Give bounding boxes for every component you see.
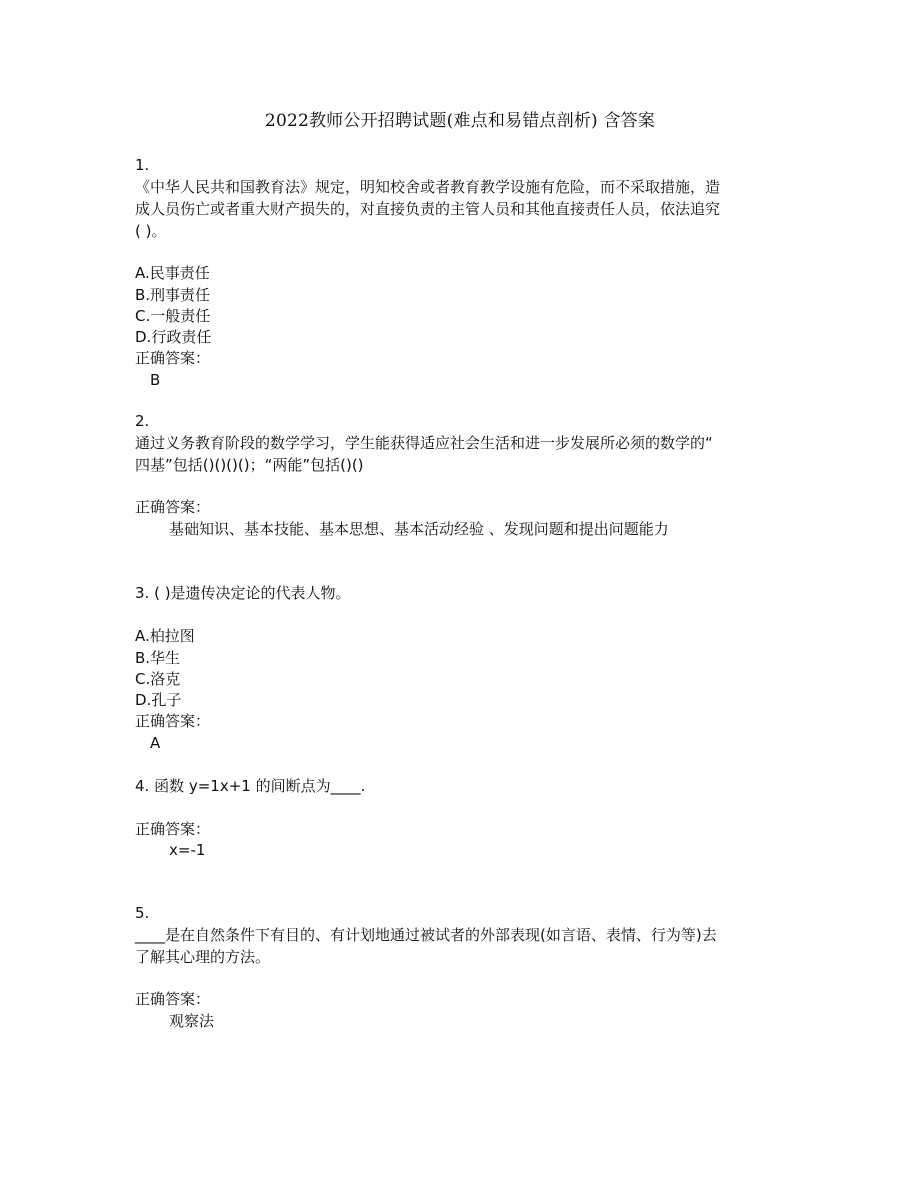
question-5-answer-label: 正确答案： [135, 990, 211, 1008]
question-2-answer-label: 正确答案： [135, 498, 211, 516]
question-1-answer-label: 正确答案： [135, 349, 211, 367]
question-2-line-1: 通过义务教育阶段的数学学习，学生能获得适应社会生活和进一步发展所必须的数学的“ [135, 434, 713, 452]
question-4-answer-label: 正确答案： [135, 820, 211, 838]
question-3-option-a: A.柏拉图 [135, 627, 195, 645]
page-title: 2022教师公开招聘试题(难点和易错点剖析) 含答案 [264, 111, 656, 131]
question-4-answer: x=-1 [169, 841, 206, 859]
question-1-option-a: A.民事责任 [135, 264, 210, 282]
question-5-line-2: 了解其心理的方法。 [135, 948, 271, 966]
question-3-option-b: B.华生 [135, 649, 181, 667]
question-3-option-d: D.孔子 [135, 691, 182, 709]
question-1-line-1: 《中华人民共和国教育法》规定，明知校舍或者教育教学设施有危险，而不采取措施，造 [135, 178, 721, 196]
question-3-text: 3. ( )是遗传决定论的代表人物。 [135, 584, 351, 602]
question-1-option-c: C.一般责任 [135, 307, 211, 325]
question-2-line-2: 四基”包括()()()()；“两能”包括()() [135, 456, 364, 474]
question-2-answer: 基础知识、基本技能、基本思想、基本活动经验 、发现问题和提出问题能力 [169, 520, 669, 538]
question-4-text: 4. 函数 y=1x+1 的间断点为____. [135, 777, 366, 795]
question-3-answer-label: 正确答案： [135, 712, 211, 730]
question-1-line-3: ( )。 [135, 222, 167, 240]
question-5-number: 5. [135, 904, 150, 922]
question-5-line-1: ____是在自然条件下有目的、有计划地通过被试者的外部表现(如言语、表情、行为等)去 [135, 926, 717, 944]
question-1-answer: B [150, 371, 161, 389]
question-1-option-b: B.刑事责任 [135, 286, 211, 304]
question-1-number: 1. [135, 156, 150, 174]
question-5-answer: 观察法 [169, 1012, 215, 1030]
question-1-line-2: 成人员伤亡或者重大财产损失的，对直接负责的主管人员和其他直接责任人员，依法追究 [135, 200, 721, 218]
question-2-number: 2. [135, 412, 150, 430]
question-3-option-c: C.洛克 [135, 670, 181, 688]
question-1-option-d: D.行政责任 [135, 328, 212, 346]
question-3-answer: A [150, 734, 161, 752]
